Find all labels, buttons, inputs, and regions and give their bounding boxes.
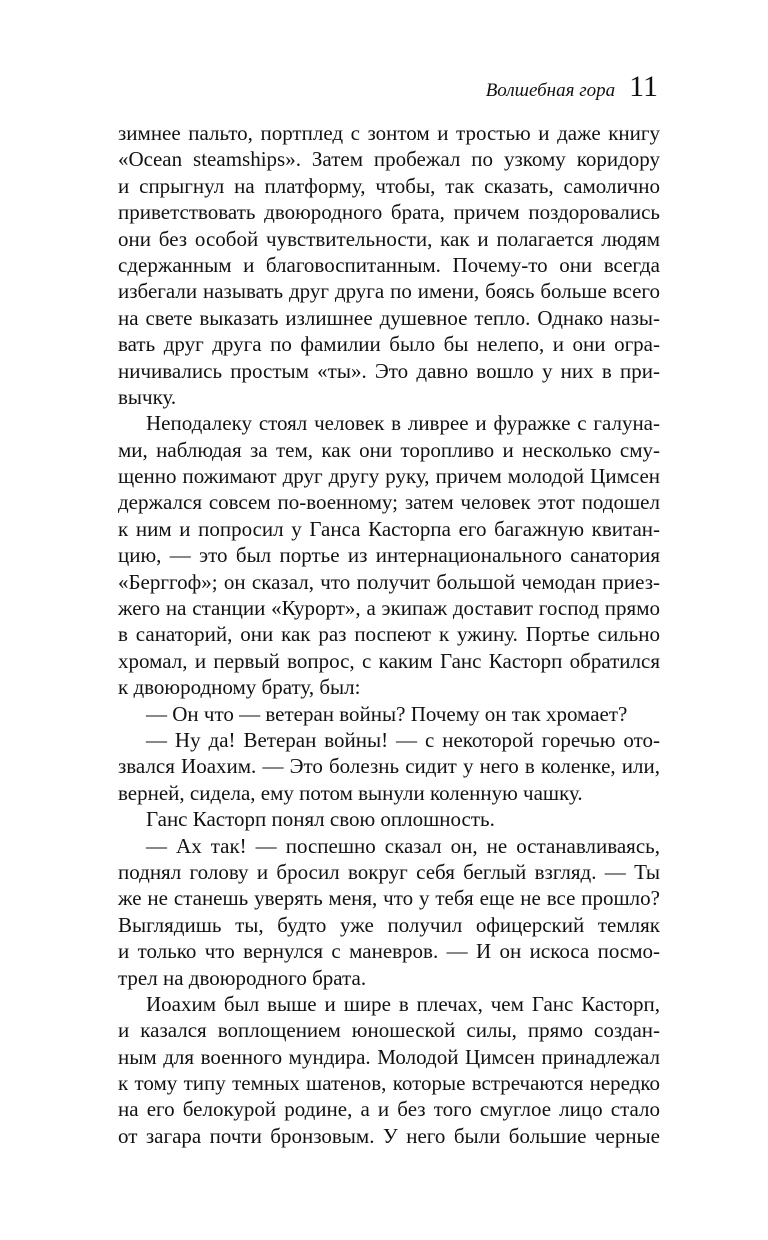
text-line: Ганс Касторп понял свою оплошность. [146,807,495,832]
text-line: и только что вернулся с маневров. — И он искоса посмо- [118,939,660,964]
text-line: Иоахим был выше и шире в плечах, чем Ганс Касторп, [146,991,660,1016]
text-line: верней, сидела, ему потом вынули коленную чашку. [118,780,583,805]
text-line: приветствовать двоюродного брата, причем поздоровались [118,200,660,225]
text-line: к двоюродному брату, был: [118,675,361,700]
paragraph [118,120,660,410]
text-line: поднял голову и бросил вокруг себя беглый взгляд. — Ты [118,859,660,884]
running-title: Волшебная гора [485,80,616,101]
text-line: ным для военного мундира. Молодой Цимсен принадлежал [118,1044,660,1069]
text-line: Выглядишь ты, будто уже получил офицерский темляк [118,912,660,937]
text-line: — Он что — ветеран войны? Почему он так хромает? [146,701,628,726]
text-line: звался Иоахим. — Это болезнь сидит у него в коленке, или, [118,754,660,779]
text-line: же не станешь уверять меня, что у тебя еще не все прошло? [118,886,660,911]
text-line: «Ocean steamships». Затем пробежал по узкому коридору [118,147,660,172]
paragraph [118,806,660,832]
text-line: ничивались простым «ты». Это давно вошло у них в при- [118,358,660,383]
text-line: держался совсем по-военному; затем человек этот подошел [118,490,660,515]
text-line: и казался воплощением юношеской силы, прямо создан- [118,1018,660,1043]
text-line: «Берггоф»; он сказал, что получит большой чемодан приез- [118,569,660,594]
text-line: и спрыгнул на платформу, чтобы, так сказать, самолично [118,173,660,198]
page-number: 11 [629,70,658,103]
text-line: хромал, и первый вопрос, с каким Ганс Касторп обратился [118,648,660,673]
text-line: цию, — это был портье из интернационального санатория [118,543,660,568]
text-line: вать друг друга по фамилии было бы нелепо, и они огра- [118,332,660,357]
paragraph [118,701,660,727]
text-line: избегали называть друг друга по имени, боясь больше всего [118,279,660,304]
paragraph [118,727,660,806]
page-header [486,72,658,102]
text-line: к тому типу темных шатенов, которые встречаются нередко [118,1071,660,1096]
text-line: сдержанным и благовоспитанным. Почему-то они всегда [118,252,660,277]
text-line: на свете выказать излишнее душевное тепло. Однако назы- [118,305,660,330]
text-line: вычку. [118,384,177,409]
text-line: от загара почти бронзовым. У него были большие черные [118,1123,660,1148]
text-line: зимнее пальто, портплед с зонтом и тростью и даже книгу [118,121,660,145]
text-line: на его белокурой родине, а и без того смуглое лицо стало [118,1097,660,1122]
text-line: жего на станции «Курорт», а экипаж доставит господ прямо [118,596,660,621]
paragraph [118,991,660,1149]
text-line: Неподалеку стоял человек в ливрее и фуражке с галуна- [146,411,660,436]
paragraph [118,833,660,991]
body-text [118,120,660,1149]
text-line: трел на двоюродного брата. [118,965,367,990]
paragraph [118,410,660,700]
text-line: щенно пожимают друг другу руку, причем молодой Цимсен [118,464,660,489]
text-line: — Ну да! Ветеран войны! — с некоторой горечью ото- [146,727,660,752]
text-line: они без особой чувствительности, как и полагается людям [118,226,660,251]
text-line: — Ах так! — поспешно сказал он, не останавливаясь, [146,833,660,858]
text-line: к ним и попросил у Ганса Касторпа его багажную квитан- [118,516,660,541]
text-line: в санаторий, они как раз поспеют к ужину. Портье сильно [118,622,660,647]
text-line: ми, наблюдая за тем, как они торопливо и несколько сму- [118,437,660,462]
